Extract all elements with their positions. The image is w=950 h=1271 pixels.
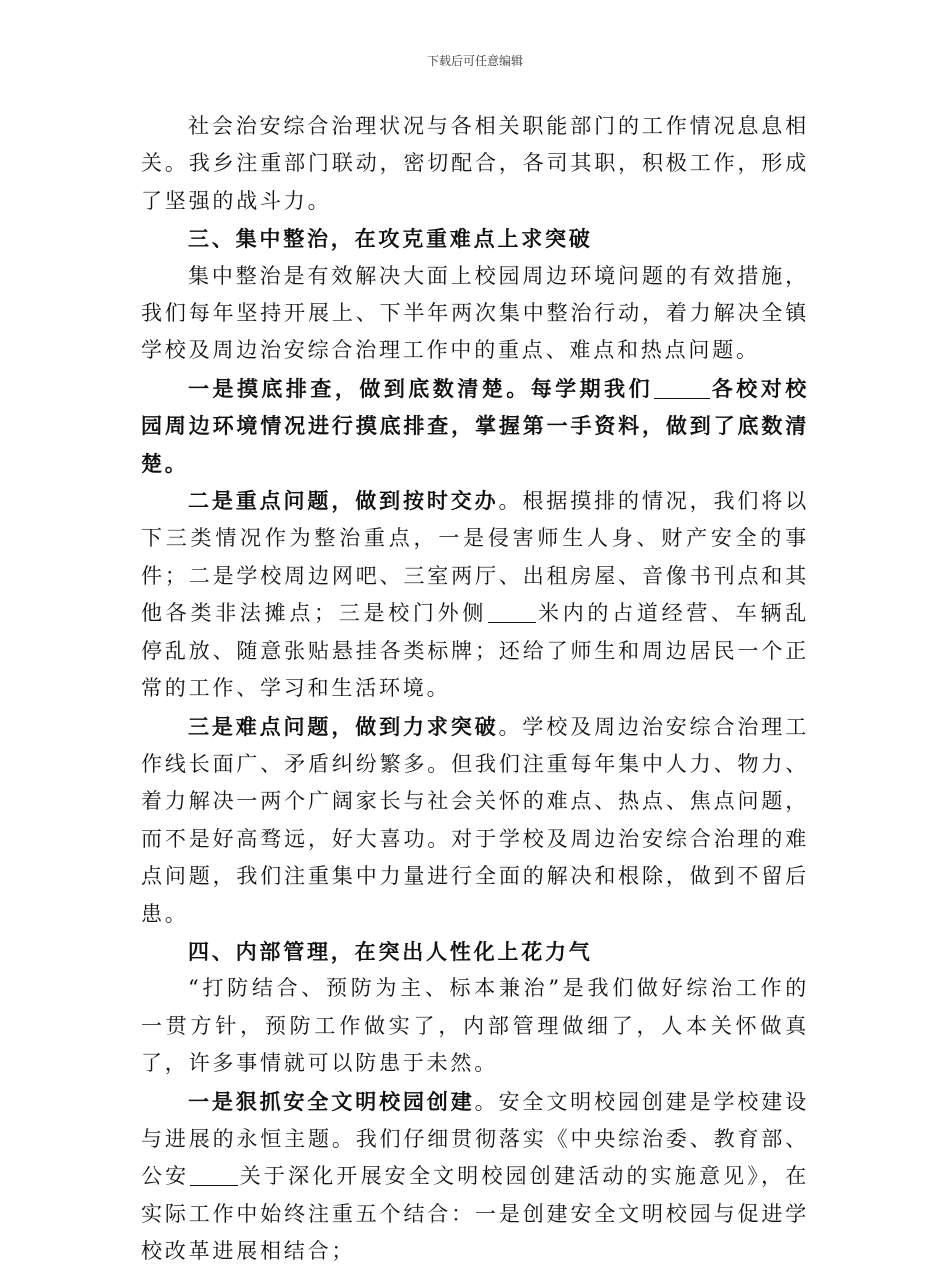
paragraph-concentrated-rectification: 集中整治是有效解决大面上校园周边环境问题的有效措施，我们每年坚持开展上、下半年两次集中整治行动，着力解决全镇学校及周边治安综合治理工作中的重点、难点和热点问题。 — [141, 263, 809, 363]
paragraph-key-problems — [141, 482, 809, 707]
paragraph-investigation — [141, 370, 809, 482]
safe-campus-text-b: 关于深化开展安全文明校园创建活动的实施意见》，在实际工作中始终注重五个结合：一是创建安全文明校园与促进学校改革进展相结合； — [141, 1164, 809, 1264]
section-heading-4: 四、内部管理，在突出人性化上花力气 — [188, 938, 593, 964]
section-heading-3: 三、集中整治，在攻克重难点上求突破 — [188, 226, 593, 252]
key-problems-text-b: 米内的占道经营、车辆乱停乱放、随意张贴悬挂各类标牌；还给了师生和周边居民一个正常的工作、学习和生活环境。 — [141, 601, 809, 701]
key-problems-lead: 二是重点问题，做到按时交办 — [188, 488, 499, 514]
page-header: 下载后可任意编辑 — [426, 54, 523, 68]
document-body — [141, 108, 809, 1271]
difficult-problems-text: 。学校及周边治安综合治理工作线长面广、矛盾纠纷繁多。但我们注重每年集中人力、物力、着力解决一两个广阔家长与社会关怀的难点、热点、焦点问题，而不是好高骛远，好大喜功。对于学校及周边治安综合治理的难点问题，我们注重集中力量进行全面的解决和根除，做到不留后患。 — [141, 714, 809, 926]
difficult-problems-lead: 三是难点问题，做到力求突破 — [188, 713, 499, 739]
key-problems-text-a: 。根据摸排的情况，我们将以下三类情况作为整治重点，一是侵害师生人身、财产安全的事件；二是学校周边网吧、三室两厅、出租房屋、音像书刊点和其他各类非法摊点；三是校门外侧 — [141, 489, 809, 626]
investigation-text-b: 各校对校园周边环境情况进行摸底排查，掌握第一手资料，做到了底数清楚。 — [141, 375, 810, 476]
fill-blank — [190, 1164, 238, 1186]
paragraph-safe-campus — [141, 1083, 809, 1271]
fill-blank — [488, 601, 536, 623]
safe-campus-lead: 一是狠抓安全文明校园创建 — [188, 1088, 475, 1114]
paragraph-difficult-problems — [141, 708, 809, 933]
investigation-text-a: 一是摸底排查，做到底数清楚。每学期我们 — [188, 375, 654, 401]
paragraph-prevention-policy: “打防结合、预防为主、标本兼治”是我们做好综治工作的一贯方针，预防工作做实了，内部管理做细了，人本关怀做真了，许多事情就可以防患于未然。 — [141, 976, 809, 1076]
paragraph-department-cooperation: 社会治安综合治理状况与各相关职能部门的工作情况息息相关。我乡注重部门联动，密切配合，各司其职，积极工作，形成了坚强的战斗力。 — [141, 114, 809, 213]
safe-campus-text-a: 。安全文明校园创建是学校建设与进展的永恒主题。我们仔细贯彻落实《中央综治委、教育部、公安 — [141, 1089, 809, 1189]
fill-blank — [654, 377, 710, 399]
